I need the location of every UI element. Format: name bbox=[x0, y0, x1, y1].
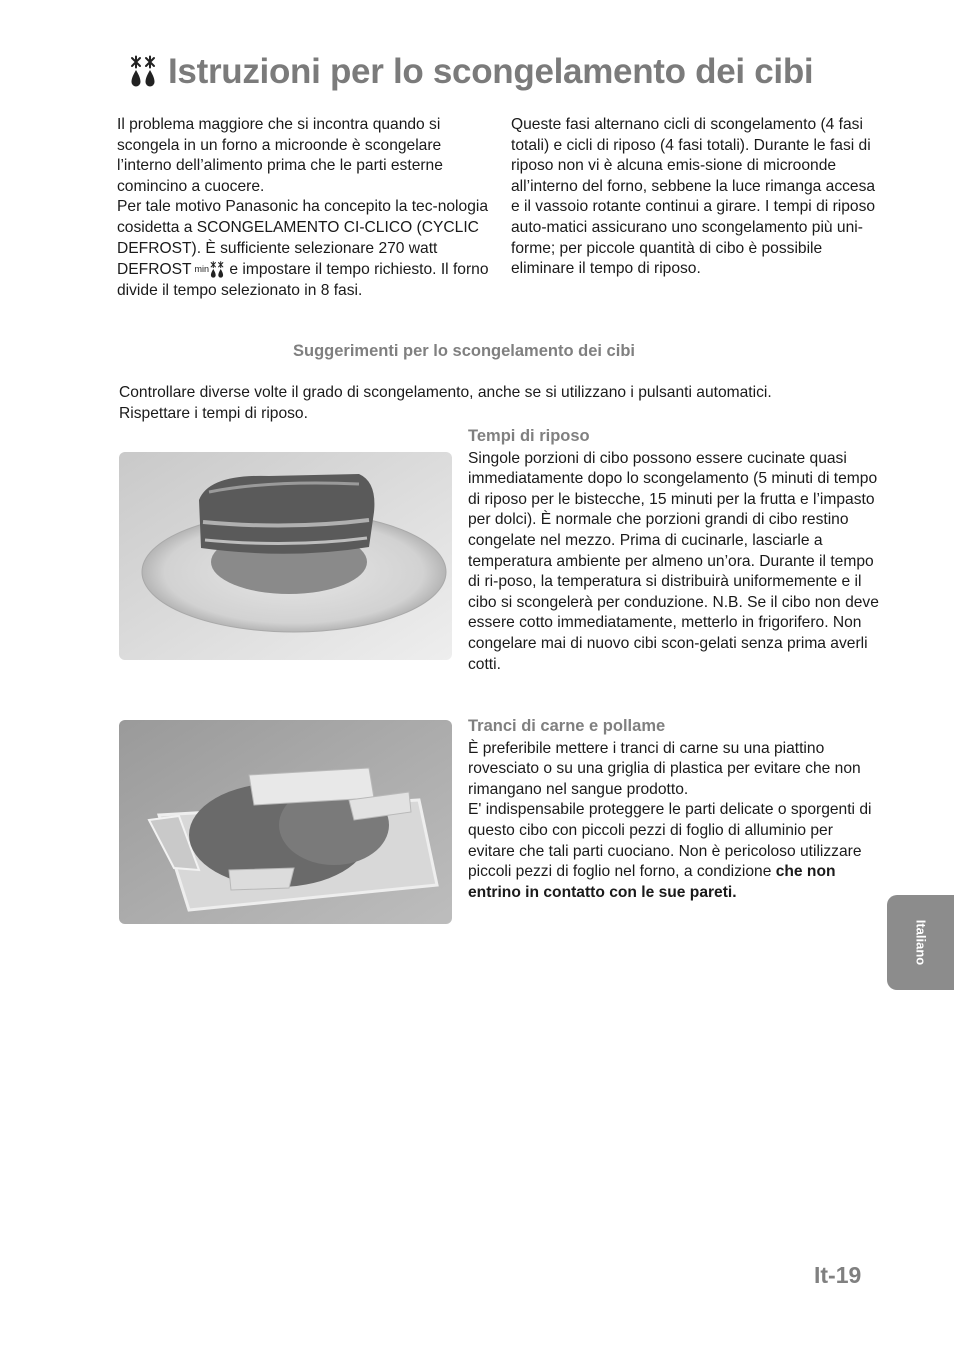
intro-right-column bbox=[511, 115, 883, 280]
rest-time-heading: Tempi di riposo bbox=[468, 427, 590, 445]
roast-photo bbox=[119, 452, 452, 660]
language-tab bbox=[887, 895, 954, 990]
defrost-icon bbox=[128, 55, 158, 89]
meat-poultry-heading: Tranci di carne e pollame bbox=[468, 717, 666, 735]
min-label: min bbox=[194, 264, 210, 275]
page-title bbox=[128, 52, 908, 92]
poultry-photo bbox=[119, 720, 452, 924]
meat-poultry-paragraph: È preferibile mettere i tranci di carne su una piattino rovesciato o su una griglia di plastica per evitare che non rimangano nel sangue prodotto. bbox=[468, 739, 861, 798]
rest-time-section bbox=[468, 426, 883, 675]
intro-text: Per tale motivo Panasonic ha concepito la tec-nologia cosidetta a SCONGELAMENTO CI-CLICO (CYCLIC DEFROST). È sufficiente selezionare 270 watt DEFROST bbox=[117, 198, 489, 279]
defrost-icon bbox=[209, 261, 225, 279]
tips-line: Controllare diverse volte il grado di scongelamento, anche se si utilizzano i pulsanti automatici. bbox=[119, 384, 772, 401]
meat-poultry-text: E' indispensabile proteggere le parti delicate o sporgenti di questo cibo con piccoli pezzi di foglio di alluminio per evitare che tali parti cuociano. Non è pericoloso utilizzare piccoli pezzi di foglio nel forno, a condizione bbox=[468, 801, 872, 881]
meat-poultry-emphasis: che non entrino in contatto con le sue pareti. bbox=[468, 863, 836, 901]
intro-paragraph: Il problema maggiore che si incontra quando si scongela in un forno a microonde è scongelare l’interno dell’alimento prima che le parti esterne comincino a cuocere. bbox=[117, 116, 443, 195]
tips-heading: Suggerimenti per lo scongelamento dei cibi bbox=[293, 342, 635, 360]
intro-paragraph bbox=[117, 197, 489, 301]
intro-text: e impostare il tempo richiesto. Il forno divide il tempo selezionato in 8 fasi. bbox=[117, 261, 489, 299]
meat-poultry-paragraph bbox=[468, 800, 883, 903]
intro-left-column bbox=[117, 115, 489, 301]
page-title-text: Istruzioni per lo scongelamento dei cibi bbox=[168, 52, 814, 91]
intro-paragraph: Queste fasi alternano cicli di scongelamento (4 fasi totali) e cicli di riposo (4 fasi totali). Durante le fasi di riposo non vi è alcuna emis-sione di microonde all’interno del forno, sebbene la luce rimanga accesa e il vassoio rotante continui a girare. I tempi di riposo auto-matici assicurano uno scongelamento più uni-forme; per piccole quantità di cibo è possibile eliminare il tempo di riposo. bbox=[511, 116, 876, 278]
tips-line: Rispettare i tempi di riposo. bbox=[119, 404, 308, 422]
meat-poultry-section bbox=[468, 716, 883, 903]
rest-time-body: Singole porzioni di cibo possono essere cucinate quasi immediatamente dopo lo scongelamento (5 minuti di tempo di riposo per le bistecche, 15 minuti per la frutta e l’impasto per dolci). È normale che porzioni grandi di cibo restino congelate nel mezzo. Prima di cucinarle, lasciarle a temperatura ambiente per almeno un’ora. Durante il tempo di ri-poso, la temperatura si distribuirà uniformemente e il cibo si scongelerà per conduzione. N.B. Se il cibo non deve essere cotto immediatamente, metterlo in frigorifero. Non congelare mai di nuovo cibi scon-gelati senza prima averli cotti. bbox=[468, 449, 879, 673]
language-label: Italiano bbox=[912, 919, 928, 966]
page-number: It-19 bbox=[814, 1262, 862, 1288]
tips-text bbox=[119, 383, 889, 424]
